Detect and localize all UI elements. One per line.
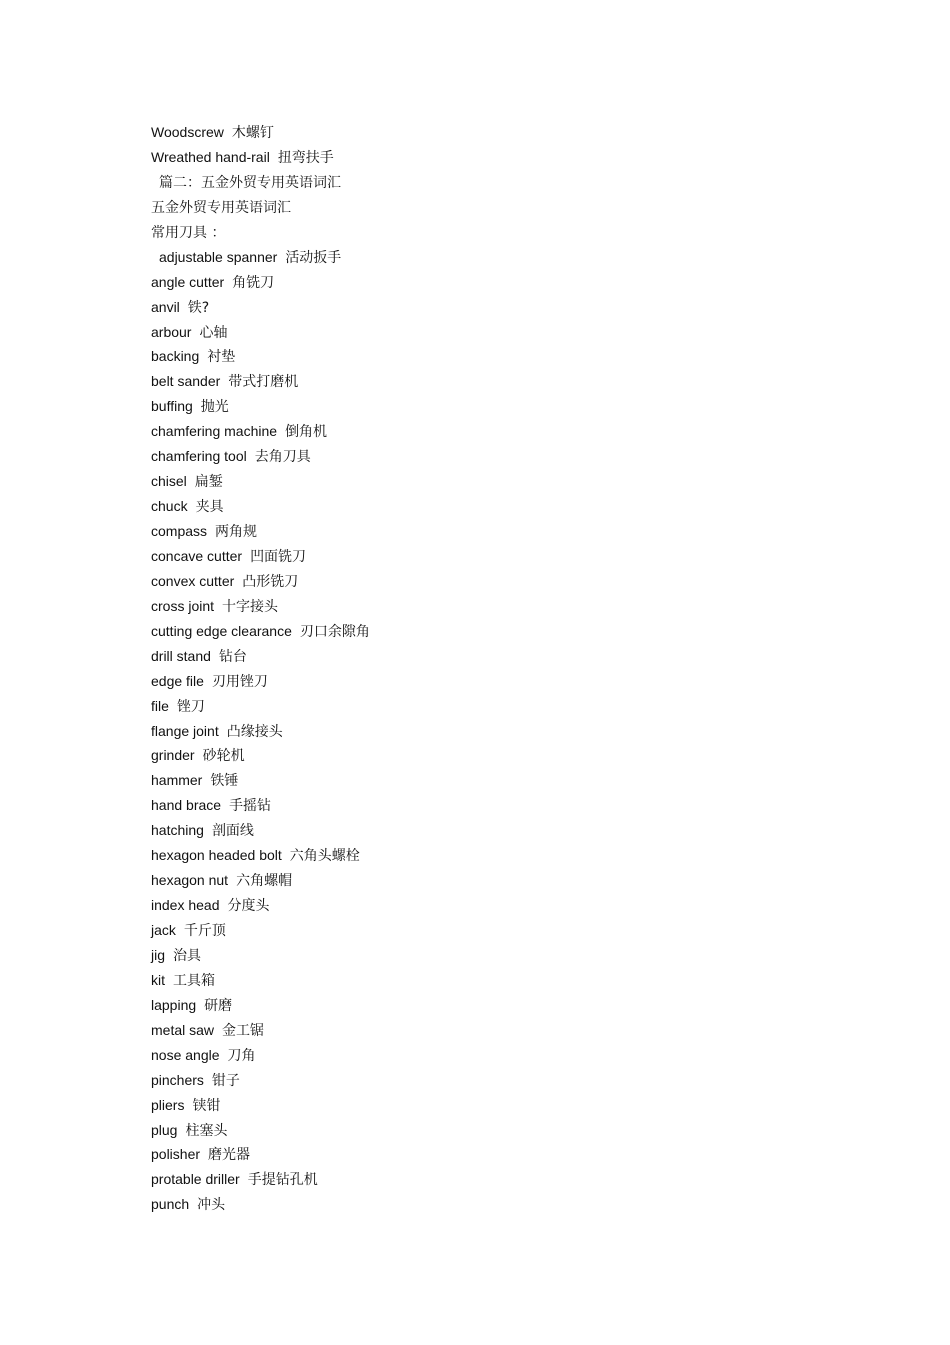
english-term: pinchers [151, 1071, 204, 1088]
chinese-term: 刃口余隙角 [299, 623, 370, 640]
vocabulary-line [151, 145, 851, 170]
english-term: adjustable spanner [159, 248, 278, 265]
vocabulary-line [151, 320, 851, 345]
english-term: polisher [151, 1146, 201, 1163]
chinese-term: 带式打磨机 [228, 374, 299, 391]
english-term: belt sander [151, 373, 221, 390]
chinese-term: 工具箱 [173, 972, 215, 989]
english-term: arbour [151, 323, 192, 340]
english-term: kit [151, 971, 165, 988]
vocabulary-line [151, 918, 851, 943]
english-term: drill stand [151, 647, 211, 664]
vocabulary-line [151, 743, 851, 768]
english-term: hatching [151, 822, 204, 839]
vocabulary-line [151, 1068, 851, 1093]
vocabulary-list [151, 120, 851, 1217]
vocabulary-line [151, 569, 851, 594]
chinese-term: 刃用锉刀 [211, 673, 268, 690]
vocabulary-line [151, 1118, 851, 1143]
english-term: index head [151, 897, 220, 914]
chinese-term: 心轴 [199, 324, 228, 341]
english-term: buffing [151, 398, 193, 415]
vocabulary-line [151, 170, 851, 195]
chinese-term: 扁錾 [194, 474, 223, 491]
chinese-term: 角铣刀 [232, 274, 275, 291]
chinese-term: 手提钻孔机 [247, 1172, 318, 1189]
chinese-term: 常用刀具 ： [151, 224, 226, 241]
chinese-term: 篇二：五金外贸专用英语词汇 [159, 174, 341, 191]
vocabulary-line [151, 195, 851, 220]
vocabulary-line [151, 968, 851, 993]
english-term: Wreathed hand-rail [151, 148, 270, 165]
chinese-term: 砂轮机 [202, 748, 245, 765]
english-term: backing [151, 348, 200, 365]
english-term: flange joint [151, 722, 219, 739]
vocabulary-line [151, 394, 851, 419]
chinese-term: 凹面铣刀 [250, 548, 307, 565]
vocabulary-line [151, 1043, 851, 1068]
vocabulary-line [151, 469, 851, 494]
english-term: chamfering machine [151, 423, 278, 440]
chinese-term: 铁锤 [210, 773, 239, 790]
english-term: jack [151, 922, 176, 938]
vocabulary-line [151, 120, 851, 145]
chinese-term: 凸形铣刀 [242, 573, 299, 590]
vocabulary-line [151, 893, 851, 918]
english-term: anvil [151, 298, 180, 315]
chinese-term: 手摇钻 [229, 798, 272, 815]
english-term: convex cutter [151, 572, 235, 589]
chinese-term: 磨光器 [208, 1147, 251, 1164]
chinese-term: 扭弯扶手 [277, 149, 334, 166]
vocabulary-line [151, 1018, 851, 1043]
english-term: hexagon nut [151, 872, 229, 889]
english-term: metal saw [151, 1021, 215, 1038]
chinese-term: 铁? [187, 299, 210, 316]
english-term: hexagon headed bolt [151, 847, 282, 864]
chinese-term: 铗钳 [192, 1097, 221, 1114]
chinese-term: 倒角机 [285, 424, 328, 441]
english-term: protable driller [151, 1171, 240, 1188]
chinese-term: 衬垫 [207, 349, 236, 366]
vocabulary-line [151, 220, 851, 245]
english-term: file [151, 697, 169, 714]
vocabulary-line [151, 694, 851, 719]
chinese-term: 刀角 [227, 1047, 256, 1064]
chinese-term: 木螺钉 [231, 125, 274, 141]
vocabulary-line [151, 1142, 851, 1167]
chinese-term: 抛光 [200, 399, 229, 416]
chinese-term: 金工锯 [222, 1022, 265, 1039]
vocabulary-line [151, 793, 851, 818]
english-term: lapping [151, 996, 197, 1013]
english-term: pliers [151, 1096, 185, 1113]
chinese-term: 两角规 [215, 524, 258, 540]
english-term: compass [151, 523, 208, 539]
english-term: angle cutter [151, 273, 225, 290]
chinese-term: 六角头螺栓 [289, 848, 360, 865]
vocabulary-line [151, 519, 851, 544]
vocabulary-line [151, 993, 851, 1018]
vocabulary-line [151, 444, 851, 469]
chinese-term: 去角刀具 [254, 449, 311, 466]
chinese-term: 分度头 [227, 898, 270, 915]
english-term: jig [151, 946, 166, 963]
chinese-term: 冲头 [197, 1197, 226, 1214]
vocabulary-line [151, 1192, 851, 1217]
vocabulary-line [151, 768, 851, 793]
chinese-term: 千斤顶 [183, 923, 226, 939]
english-term: hammer [151, 772, 203, 789]
vocabulary-line [151, 270, 851, 295]
english-term: hand brace [151, 797, 222, 814]
english-term: Woodscrew [151, 124, 224, 140]
chinese-term: 锉刀 [176, 698, 205, 715]
chinese-term: 钳子 [211, 1072, 240, 1089]
chinese-term: 钻台 [218, 648, 247, 665]
vocabulary-line [151, 868, 851, 893]
english-term: cross joint [151, 597, 215, 614]
vocabulary-line [151, 1167, 851, 1192]
vocabulary-line [151, 719, 851, 744]
vocabulary-line [151, 295, 851, 320]
english-term: edge file [151, 672, 204, 689]
chinese-term: 研磨 [204, 997, 233, 1014]
chinese-term: 柱塞头 [185, 1122, 228, 1139]
vocabulary-line [151, 344, 851, 369]
english-term: nose angle [151, 1046, 220, 1063]
chinese-term: 活动扳手 [285, 249, 342, 266]
chinese-term: 六角螺帽 [236, 873, 293, 890]
vocabulary-line [151, 818, 851, 843]
vocabulary-line [151, 943, 851, 968]
english-term: chuck [151, 498, 188, 515]
english-term: chamfering tool [151, 448, 247, 465]
english-term: plug [151, 1121, 178, 1138]
vocabulary-line [151, 494, 851, 519]
vocabulary-line [151, 419, 851, 444]
chinese-term: 五金外贸专用英语词汇 [151, 199, 291, 216]
vocabulary-line [151, 594, 851, 619]
chinese-term: 剖面线 [211, 823, 254, 840]
vocabulary-line [151, 369, 851, 394]
vocabulary-line [151, 245, 851, 270]
english-term: punch [151, 1196, 190, 1213]
chinese-term: 十字接头 [222, 598, 279, 615]
english-term: concave cutter [151, 547, 243, 564]
vocabulary-line [151, 644, 851, 669]
english-term: cutting edge clearance [151, 622, 292, 639]
english-term: chisel [151, 473, 187, 490]
vocabulary-line [151, 544, 851, 569]
vocabulary-line [151, 1093, 851, 1118]
english-term: grinder [151, 747, 195, 764]
vocabulary-line [151, 619, 851, 644]
vocabulary-line [151, 669, 851, 694]
chinese-term: 治具 [173, 947, 202, 964]
chinese-term: 夹具 [195, 499, 224, 516]
chinese-term: 凸缘接头 [226, 723, 283, 740]
vocabulary-line [151, 843, 851, 868]
